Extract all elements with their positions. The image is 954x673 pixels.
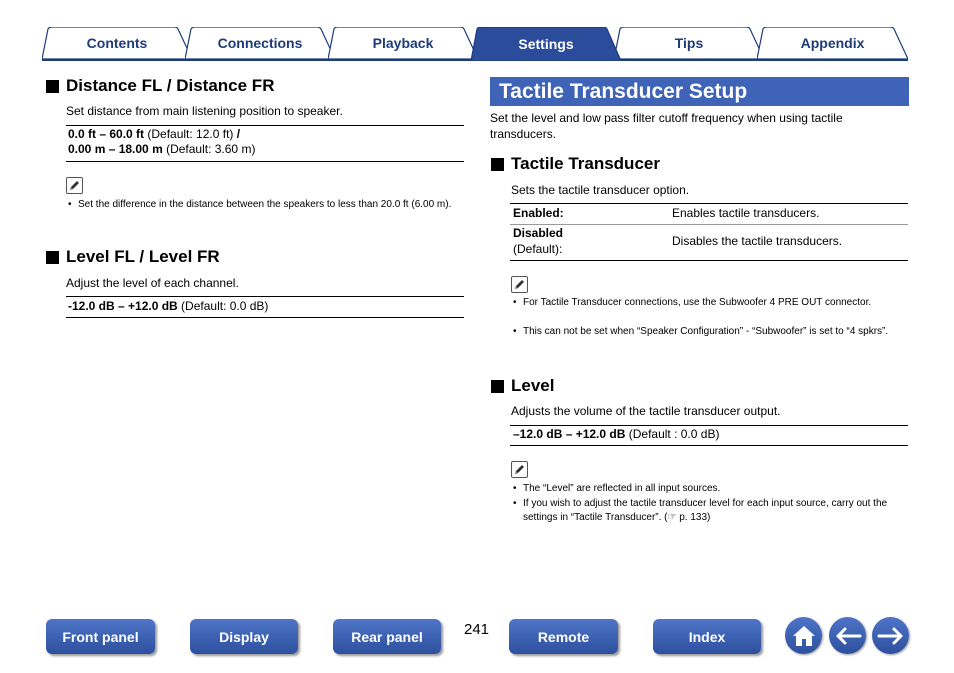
home-button[interactable] [785, 617, 822, 654]
front-panel-button[interactable]: Front panel [46, 619, 155, 654]
tactile-transducer-heading-text: Tactile Transducer [511, 154, 660, 173]
divider [510, 445, 908, 446]
level-fl-description: Adjust the level of each channel. [66, 276, 239, 290]
heading-square-icon [46, 80, 59, 93]
distance-range-m [68, 141, 255, 157]
transducer-note-1-text: For Tactile Transducer connections, use the Subwoofer 4 PRE OUT connector. [523, 297, 872, 308]
level-heading-text: Level [511, 376, 555, 395]
remote-button[interactable]: Remote [509, 619, 618, 654]
bullet-dot: • [513, 498, 517, 509]
tactile-transducer-heading [491, 154, 660, 174]
bullet-dot: • [513, 483, 517, 494]
option-enabled-value: Enables tactile transducers. [672, 206, 820, 220]
page-title: Tactile Transducer Setup [490, 77, 909, 106]
arrow-right-icon [877, 626, 905, 646]
option-enabled-label-text: Enabled: [513, 206, 564, 220]
level-range-default: (Default : 0.0 dB) [625, 427, 720, 441]
distance-range-m-value: 0.00 m – 18.00 m [68, 142, 163, 156]
divider [510, 203, 908, 204]
level-note-2-text: If you wish to adjust the tactile transducer level for each input source, carry out the settings in “Tactile Transducer”. (☞ p. 133) [523, 498, 888, 523]
heading-square-icon [491, 380, 504, 393]
divider [510, 224, 908, 225]
option-disabled-value: Disables the tactile transducers. [672, 234, 843, 248]
tab-contents-label: Contents [86, 35, 148, 51]
distance-note [66, 198, 468, 212]
divider [66, 161, 464, 162]
level-description: Adjusts the volume of the tactile transducer output. [511, 404, 781, 418]
divider [510, 260, 908, 261]
tab-connections[interactable] [185, 27, 335, 59]
distance-heading [46, 76, 274, 96]
option-disabled-label [513, 225, 563, 257]
tab-contents[interactable] [42, 27, 192, 59]
heading-square-icon [46, 251, 59, 264]
tab-appendix-label: Appendix [800, 35, 865, 51]
tab-appendix[interactable] [757, 27, 908, 59]
tactile-transducer-description: Sets the tactile transducer option. [511, 183, 690, 197]
option-disabled-label-text: Disabled [513, 226, 564, 240]
page-number: 241 [464, 621, 490, 638]
distance-range-m-default: (Default: 3.60 m) [162, 142, 256, 156]
display-button[interactable]: Display [190, 619, 298, 654]
transducer-note-1 [511, 296, 903, 310]
heading-square-icon [491, 158, 504, 171]
level-note-1-text: The “Level” are reflected in all input sources. [523, 483, 721, 494]
distance-range-ft-default: (Default: 12.0 ft) [144, 127, 237, 141]
level-note-1 [511, 482, 913, 496]
divider [66, 317, 464, 318]
pencil-note-icon [511, 461, 528, 478]
distance-range-slash: / [236, 127, 241, 141]
pencil-note-icon [66, 177, 83, 194]
distance-range-ft [68, 126, 240, 142]
bullet-dot: • [513, 297, 517, 308]
transducer-note-2 [511, 325, 913, 339]
level-note-2 [511, 497, 920, 525]
level-fl-range [68, 298, 268, 314]
distance-description: Set distance from main listening position to speaker. [66, 104, 343, 118]
tab-settings[interactable] [471, 27, 621, 61]
bullet-dot: • [513, 326, 517, 337]
tab-connections-label: Connections [217, 35, 303, 51]
level-fl-heading-text: Level FL / Level FR [66, 247, 220, 266]
distance-note-text: Set the difference in the distance between the speakers to less than 20.0 ft (6.00 m). [78, 199, 452, 210]
index-button[interactable]: Index [653, 619, 761, 654]
level-range-value: –12.0 dB – +12.0 dB [513, 427, 626, 441]
tab-tips-label: Tips [674, 35, 704, 51]
tab-bar [42, 27, 908, 61]
bullet-dot: • [68, 199, 72, 210]
back-button[interactable] [829, 617, 866, 654]
tab-tips[interactable] [614, 27, 764, 59]
transducer-note-2-text: This can not be set when “Speaker Configuration” - “Subwoofer” is set to “4 spkrs”. [523, 326, 889, 337]
divider [66, 296, 464, 297]
arrow-left-icon [834, 626, 862, 646]
tab-playback[interactable] [328, 27, 478, 59]
level-fl-heading [46, 247, 220, 267]
level-heading [491, 376, 554, 396]
distance-range-ft-value: 0.0 ft – 60.0 ft [68, 127, 145, 141]
intro-text: Set the level and low pass filter cutoff frequency when using tactile transducers. [490, 111, 843, 141]
level-fl-range-value: -12.0 dB – +12.0 dB [68, 299, 178, 313]
option-disabled-default: (Default): [513, 242, 563, 256]
distance-heading-text: Distance FL / Distance FR [66, 76, 275, 95]
rear-panel-button[interactable]: Rear panel [333, 619, 441, 654]
tab-settings-label: Settings [518, 36, 574, 52]
option-enabled-label [513, 205, 564, 221]
forward-button[interactable] [872, 617, 909, 654]
level-fl-range-default: (Default: 0.0 dB) [177, 299, 269, 313]
tab-playback-label: Playback [372, 35, 434, 51]
pencil-note-icon [511, 276, 528, 293]
level-range [513, 426, 719, 442]
home-icon [791, 624, 817, 648]
